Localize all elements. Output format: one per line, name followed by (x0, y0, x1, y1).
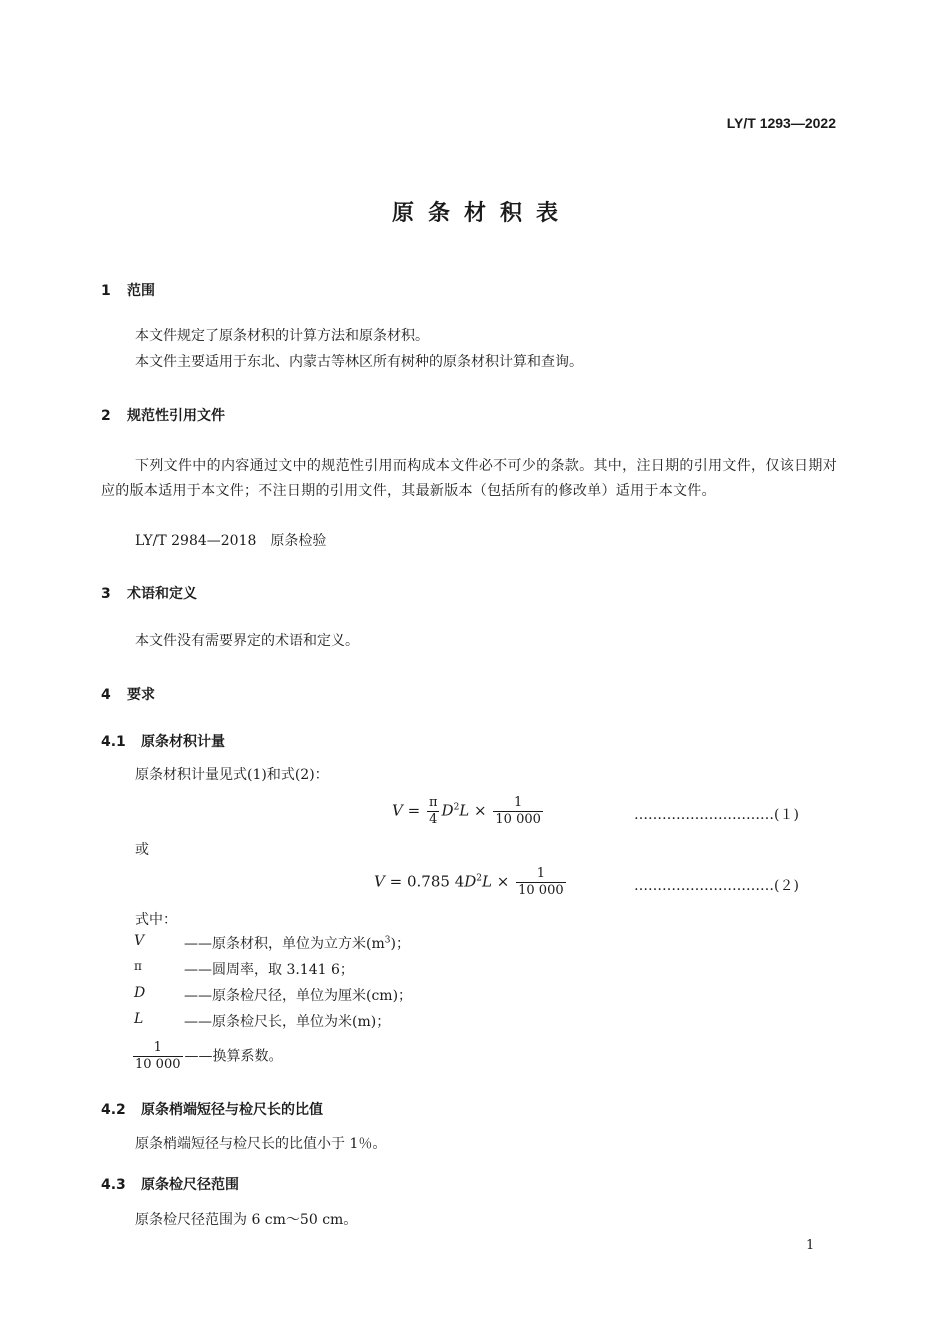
eq1-conv-numerator: 1 (514, 795, 523, 810)
section-3-para-1: 本文件没有需要界定的术语和定义。 (135, 633, 359, 649)
normative-reference: LY/T 2984—2018 原条检验 (135, 533, 327, 549)
equation-2 (374, 866, 568, 899)
section-2-para-1: 下列文件中的内容通过文中的规范性引用而构成本文件必不可少的条款。其中，注日期的引用文件，仅该日期对应的版本适用于本文件；不注日期的引用文件，其最新版本（包括所有的修改单）适用于本文件。 (101, 458, 837, 499)
standard-code: LY/T 1293—2022 (726, 115, 836, 131)
equation-2-label: …………………………(２) (634, 878, 799, 894)
eq2-d: D (464, 872, 477, 891)
subsection-title: 原条材积计量 (141, 734, 225, 750)
var-description: ——圆周率，取 3.141 6； (184, 962, 354, 978)
subsection-4-2-heading (101, 1099, 323, 1119)
section-1-para-1: 本文件规定了原条材积的计算方法和原条材积。 (135, 328, 429, 344)
section-3-heading (101, 583, 197, 603)
section-2-heading (101, 405, 225, 425)
eq2-lhs: V (374, 872, 385, 891)
var-desc-tail: )； (390, 936, 410, 952)
section-4-heading (101, 684, 155, 704)
eq1-lhs: V (392, 801, 403, 820)
document-title: 原条材积表 (391, 201, 572, 226)
eq1-conversion-fraction (493, 795, 543, 828)
eq1-pi-over-4 (427, 795, 440, 828)
subsection-title: 原条梢端短径与检尺长的比值 (141, 1102, 323, 1118)
where-text: 式中： (135, 912, 177, 928)
section-title: 要求 (127, 687, 155, 703)
eq1-l: L (459, 801, 470, 820)
var-description (184, 933, 410, 953)
eq2-l: L (482, 872, 492, 891)
section-number: 2 (101, 408, 111, 424)
factor-denominator: 10 000 (135, 1057, 181, 1072)
formula-intro: 原条材积计量见式(1)和式(2)： (135, 767, 329, 783)
eq1-d: D (441, 801, 454, 820)
conversion-factor-definition (133, 1040, 283, 1073)
eq2-conv-denominator: 10 000 (518, 883, 564, 898)
factor-fraction (133, 1040, 183, 1073)
var-description: ——原条检尺径，单位为厘米(cm)； (184, 988, 413, 1004)
section-title: 术语和定义 (127, 586, 197, 602)
subsection-number: 4.1 (101, 734, 126, 750)
subsection-4-3-heading (101, 1174, 239, 1194)
factor-numerator: 1 (153, 1040, 162, 1055)
subsection-4-1-heading (101, 731, 225, 751)
var-symbol: D (134, 985, 146, 1001)
subsection-title: 原条检尺径范围 (141, 1177, 239, 1193)
var-symbol: V (134, 933, 145, 949)
eq2-conversion-fraction (516, 866, 566, 899)
eq2-exponent: 2 (476, 873, 483, 884)
section-number: 4 (101, 687, 111, 703)
var-description: ——原条检尺长，单位为米(m)； (184, 1014, 391, 1030)
equation-1-label: …………………………(１) (634, 807, 799, 823)
section-title: 范围 (127, 283, 155, 299)
var-desc-text: ——原条材积，单位为立方米(m (184, 936, 385, 952)
eq1-conv-denominator: 10 000 (495, 812, 541, 827)
var-symbol: π (134, 959, 142, 973)
eq1-times: × (474, 801, 487, 820)
subsection-number: 4.2 (101, 1102, 126, 1118)
subsection-4-2-para: 原条梢端短径与检尺长的比值小于 1％。 (135, 1136, 387, 1152)
section-1-heading (101, 280, 155, 300)
eq2-times: × (496, 872, 510, 891)
subsection-4-3-para: 原条检尺径范围为 6 cm～50 cm。 (135, 1212, 358, 1228)
eq1-exponent: 2 (453, 802, 460, 813)
eq2-equals: = (389, 872, 403, 891)
or-text: 或 (135, 842, 149, 858)
eq1-frac-numerator: π (428, 795, 438, 810)
section-title: 规范性引用文件 (127, 408, 225, 424)
var-symbol: L (134, 1011, 144, 1027)
page-number: 1 (806, 1238, 815, 1253)
var-desc-sup: 3 (384, 935, 391, 946)
eq1-frac-denominator: 4 (429, 812, 438, 827)
factor-description: ——换算系数。 (184, 1048, 283, 1065)
section-1-para-2: 本文件主要适用于东北、内蒙古等林区所有树种的原条材积计算和查询。 (135, 354, 583, 370)
eq2-conv-numerator: 1 (536, 866, 546, 881)
subsection-number: 4.3 (101, 1177, 126, 1193)
eq1-equals: = (407, 801, 421, 820)
section-number: 1 (101, 283, 111, 299)
equation-1 (392, 795, 545, 828)
section-number: 3 (101, 586, 111, 602)
eq2-coefficient: 0.785 4 (406, 872, 465, 891)
